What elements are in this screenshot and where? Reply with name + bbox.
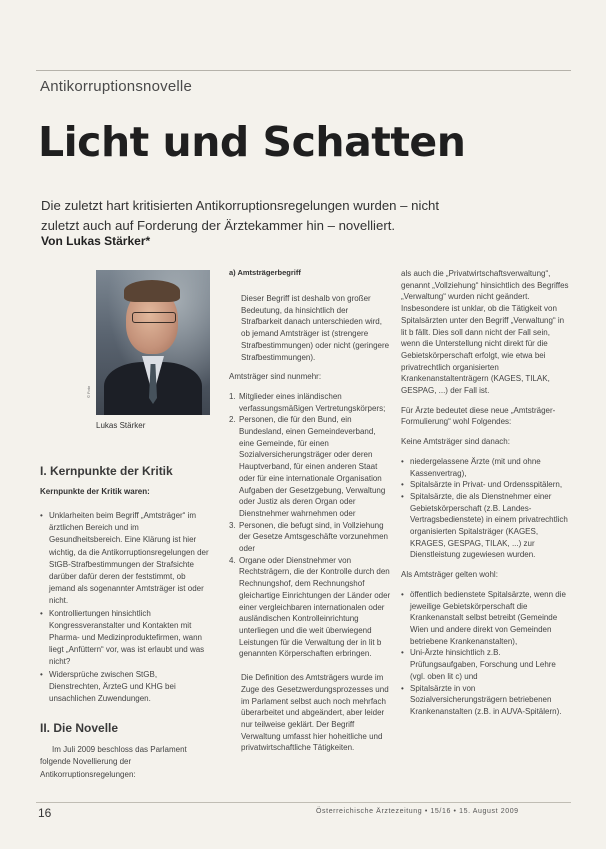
list-item: • Widersprüche zwischen StGB, Dienstrechten, ÄrzteG und KHG bei unsachlichen Zuwendungen. bbox=[40, 669, 210, 706]
page-number: 16 bbox=[38, 806, 52, 820]
list-item: • Uni-Ärzte hinsichtlich z.B. Prüfungsaufgaben, Forschung und Lehre (vgl. oben lit c) und bbox=[401, 647, 569, 682]
article-title: Licht und Schatten bbox=[38, 118, 466, 166]
list-item: • Unklarheiten beim Begriff „Amtsträger“ im ärztlichen Bereich und im Gesundheitsbereich. Eine Klärung ist hier wichtig, da die Antikorruptionsregelungen der StGB-Strafbestimmungen der Strafsichte darüber dafür deren der feststimmt, ob jemand als sogenannter Amtsträger ist oder nicht. bbox=[40, 510, 210, 608]
publication-info: Österreichische Ärztezeitung • 15/16 • 15. August 2009 bbox=[316, 808, 519, 815]
footer-divider bbox=[36, 802, 571, 803]
list-item: • Spitalsärzte in Privat- und Ordensspitälern, bbox=[401, 479, 569, 491]
section-heading-novelle: II. Die Novelle bbox=[40, 721, 119, 736]
list-item: • öffentlich bedienstete Spitalsärzte, wenn die jeweilige Gebietskörperschaft die Krankenanstalt selbst betreibt (Gemeinde Wien und andere direkt von Gemeinden betriebene Krankenanstalten), bbox=[401, 589, 569, 648]
paragraph: Als Amtsträger gelten wohl: bbox=[401, 570, 498, 580]
column-right bbox=[401, 268, 569, 718]
list-item: 2. Personen, die für den Bund, ein Bundesland, einen Gemeindeverband, eine Gemeinde, für einen Sozialversicherungsträger oder deren Hauptverband, für einen anderen Staat oder für eine internationale Organisation Aufgaben der Gesetzgebung, Verwaltung oder Justiz als deren Organ oder Dienstnehmer wahrnehmen oder bbox=[229, 415, 386, 518]
list-item: 4. Organe oder Dienstnehmer von Rechtsträgern, die der Kontrolle durch den Rechnungshof, dem Rechnungshof gleichartige Einrichtungen der Länder oder einer vergleichbaren internationalen oder ausländischen Kontrolleinrichtung unterliegen und die weit überwiegend Leistungen für die Verwaltung der in lit b genannten Körperschaften erbringen. bbox=[229, 555, 391, 659]
list-item: • Kontrolliertungen hinsichtlich Kongressveranstalter und Kontakten mit Pharma- und Medizinproduktefirmen, wann liegt „Anfüttern“ vor, was ist erlaubt und was nicht? bbox=[40, 608, 210, 669]
officials-list bbox=[401, 589, 569, 718]
section-subheading: Kernpunkte der Kritik waren: bbox=[40, 487, 150, 496]
numbered-list bbox=[229, 391, 391, 660]
paragraph: Keine Amtsträger sind danach: bbox=[401, 437, 510, 447]
photo-caption: Lukas Stärker bbox=[96, 421, 146, 430]
paragraph: als auch die „Privatwirtschaftsverwaltung“, genannt „Vollziehung“ hinsichtlich des Begriffes „Verwaltung“ wurden nicht geändert. Insbesondere ist unklar, ob die Tätigkeit von Spitalsärzten unter den Begriff „Verwaltung“ in lit b fällt. Dies soll dann nicht der Fall sein, wenn die Unterstellung nicht direkt für die Gebietskörperschaft erfolgt, wie etwa bei privatrechtlich organisierten Krankenanstaltenträgern (KAGES, TILAK, GESPAG, ...) der Fall ist. bbox=[401, 269, 569, 396]
list-item: • Spitalsärzte, die als Dienstnehmer einer Gebietskörperschaft (z.B. Landes-Vertragsbedienstete) in einem privatrechtlich organisierten Spitalsträger (KAGES, KRAGES, GESPAG, TILAK, ...) zur Dienstleistung zugewiesen wurden. bbox=[401, 491, 569, 561]
article-lead: Die zuletzt hart kritisierten Antikorruptionsregelungen wurden – nicht zuletzt auch auf Forderung der Ärztekammer hin – novelliert. bbox=[41, 198, 440, 233]
subsection-label: a) Amtsträgerbegriff bbox=[229, 268, 301, 277]
paragraph: Amtsträger sind nunmehr: bbox=[229, 372, 322, 382]
author-photo bbox=[96, 270, 210, 415]
paragraph: Dieser Begriff ist deshalb von großer Bedeutung, da hinsichtlich der Strafbarkeit danach unterschieden wird, ob jemand Amtsträger ist (strengere Strafbestimmungen) oder nicht (geringere Strafbestimmungen). bbox=[241, 294, 390, 362]
list-item: 3. Personen, die befugt sind, in Vollziehung der Gesetze Amtsgeschäfte vorzunehmen oder bbox=[229, 520, 388, 554]
article-byline: Von Lukas Stärker* bbox=[41, 234, 151, 248]
top-divider bbox=[36, 70, 571, 71]
paragraph: Für Ärzte bedeutet diese neue „Amtsträger-Formulierung“ wohl Folgendes: bbox=[401, 405, 556, 427]
list-item: • niedergelassene Ärzte (mit und ohne Kassenvertrag), bbox=[401, 456, 569, 479]
section-heading-critique: I. Kernpunkte der Kritik bbox=[40, 464, 173, 478]
column-middle bbox=[229, 268, 391, 762]
non-officials-list bbox=[401, 456, 569, 561]
paragraph: Die Definition des Amtsträgers wurde im Zuge des Gesetzwerdungsprozesses und im Parlament selbst auch noch mehrfach überarbeitet und abgeändert, aber leider nur teilweise geklärt. Der Begriff Verwaltung umfasst hier hoheitliche und privatwirtschaftliche Tätigkeiten. bbox=[241, 673, 389, 753]
photo-credit: © Foto bbox=[86, 385, 91, 398]
list-item: 1. Mitglieder eines inländischen verfassungsmäßigen Vertretungskörpers; bbox=[229, 391, 386, 413]
column-left bbox=[40, 464, 210, 781]
section-body: Im Juli 2009 beschloss das Parlament folgende Novellierung der Antikorruptionsregelungen: bbox=[40, 745, 187, 779]
critique-list bbox=[40, 510, 210, 705]
list-item: • Spitalsärzte in von Sozialversicherungsträgern betriebenen Krankenanstalten (z.B. in AUVA-Spitälern). bbox=[401, 683, 569, 718]
article-kicker: Antikorruptionsnovelle bbox=[40, 78, 192, 95]
